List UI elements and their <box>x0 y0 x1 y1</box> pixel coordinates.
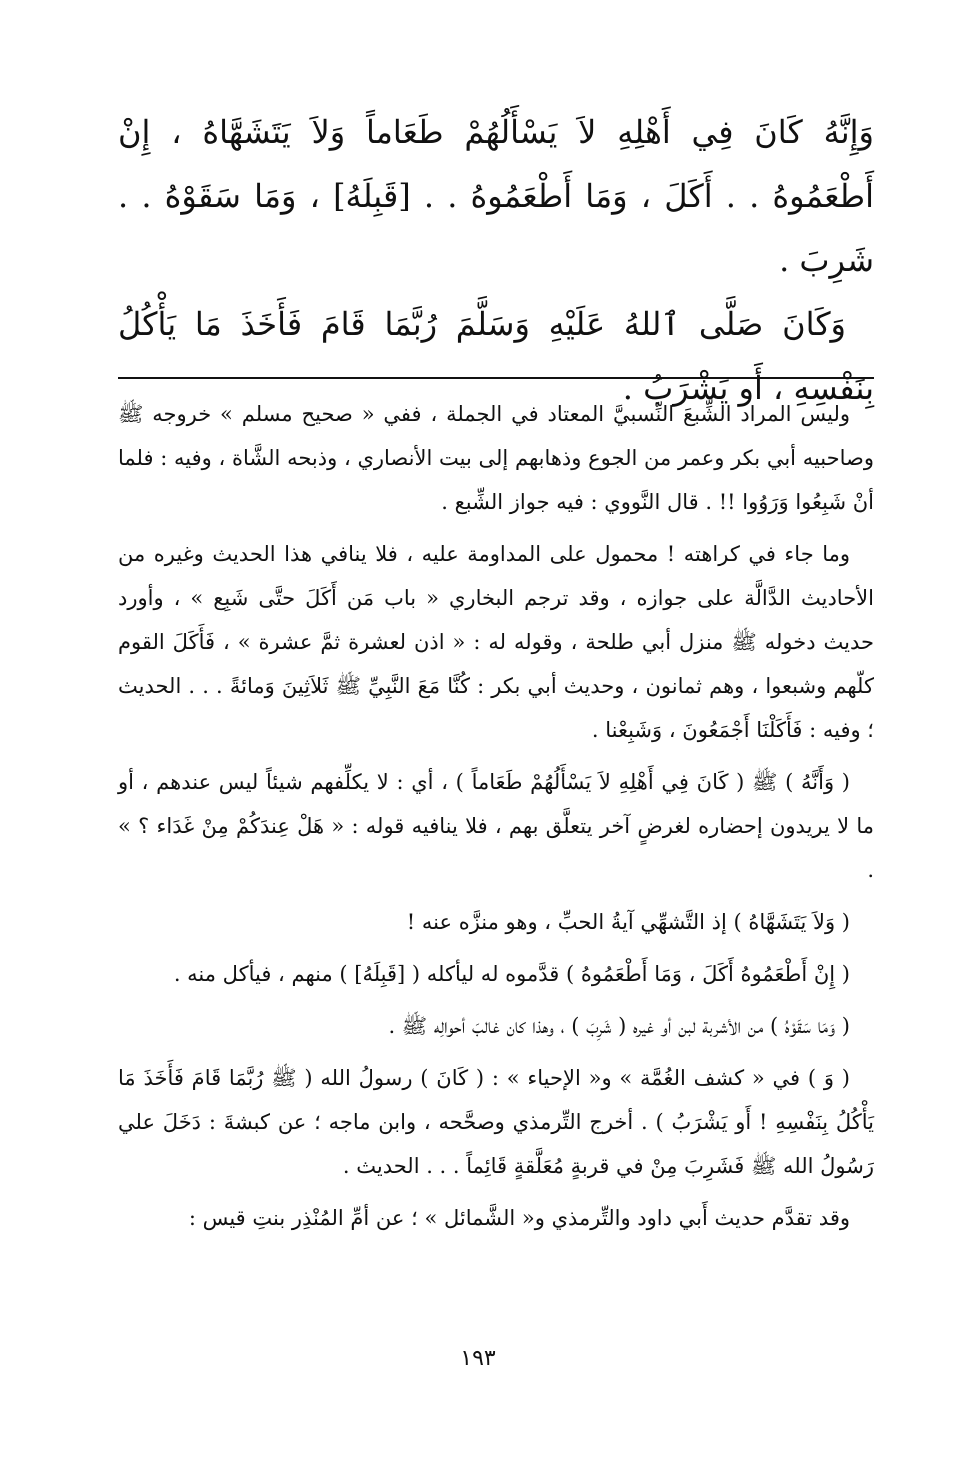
commentary-paragraph: ( وَأَنَّهُ ) ﷺ ( كَانَ فِي أَهْلِهِ لاَ يَسْأَلُهُمْ طَعَاماً ) ، أي : لا يكلِّفهم شيئاً ليس عندهم ، أو ما لا يريدون إحضاره لغرضٍ آخر يتعلَّق بهم ، فلا ينافيه قوله : « هَلْ عِندَكُمْ مِنْ غَدَاء ؟ » . <box>118 770 874 882</box>
commentary-paragraph: وليس المراد الشِّبعَ النِّسبيَّ المعتاد في الجملة ، ففي « صحيح مسلم » خروجه ﷺ وصاحبيه أبي بكر وعمر من الجوع وذهابهم إلى بيت الأنصاري ، وذبحه الشَّاة ، وفيه : فلما أنْ شَبِعُوا وَرَوُوا !! . قال النَّووي : فيه جواز الشِّبع . <box>118 402 874 514</box>
page-number: ١٩٣ <box>460 1346 496 1371</box>
commentary-paragraph: ( وَلاَ يَتَشَهَّاهُ ) إذ التَّشهِّي آيةُ الحبِّ ، وهو منزَّه عنه ! <box>406 910 850 934</box>
main-paragraph: وَكَانَ صَلَّى ٱللهُ عَلَيْهِ وَسَلَّمَ رُبَّمَا قَامَ فَأَخَذَ مَا يَأْكُلُ بِنَفْسِهِ ، أَو يَشْرَبُ . <box>118 305 874 407</box>
commentary-paragraph: ( إِنْ أَطْعَمُوهُ أَكَلَ ، وَمَا أَطْعَمُوهُ ) قدَّموه له ليأكله ( [قَبِلَهُ] ) منهم ، فيأكل منه . <box>173 962 850 986</box>
main-text-block <box>118 100 874 420</box>
commentary-paragraph: وما جاء في كراهته ! محمول على المداومة عليه ، فلا ينافي هذا الحديث وغيره من الأحاديث الدَّالَّة على جوازه ، وقد ترجم البخاري « باب مَن أَكَلَ حتَّى شَبِع » ، وأورد حديث دخوله ﷺ منزل أبي طلحة ، وقوله له : « اذن لعشرة ثمَّ عشرة » ، فَأَكَلَ القوم كلّهم وشبعوا ، وهم ثمانون ، وحديث أبي بكر : كُنَّا مَعَ النَّبِيِّ ﷺ ثَلاَثِينَ وَمائةً . . . الحديث ؛ وفيه : فَأَكَلْنَا أَجْمَعُونَ ، وَشَبِعْنا . <box>118 542 875 742</box>
main-paragraph: وَإِنَّهُ كَانَ فِي أَهْلِهِ لاَ يَسْأَلُهُمْ طَعَاماً وَلاَ يَتَشَهَّاهُ ، إِنْ أَطْعَمُوهُ . . أَكَلَ ، وَمَا أَطْعَمُوهُ . . [قَبِلَهُ] ، وَمَا سَقَوْهُ . . شَرِبَ . <box>118 113 874 279</box>
commentary-block <box>118 392 874 1248</box>
separator-rule <box>118 377 874 379</box>
commentary-paragraph: ( وَ ) في « كشف الغُمَّة » و« الإحياء » : ( كَانَ ) رسولُ الله ( ﷺ رُبَّمَا قَامَ فَأَخَذَ مَا يَأْكُلُ بِنَفْسِهِ ! أَو يَشْرَبُ ) . أخرج التِّرمذي وصحَّحه ، وابن ماجه ؛ عن كبشةَ : دَخَلَ علي رَسُولُ الله ﷺ فَشَرِبَ مِنْ في قربةٍ مُعَلَّقةٍ قَائِماً . . . الحديث . <box>118 1066 874 1178</box>
commentary-paragraph: وقد تقدَّم حديث أَبي داود والتِّرمذي و« الشَّمائل » ؛ عن أمِّ المُنْذِر بنتِ قيس : <box>188 1206 850 1230</box>
commentary-paragraph: ( وَمَا سَقَوْهُ ) من الأشربة لبن أو غيره ( شَرِبَ ) ، وهذا كان غالبَ أحوالِه ﷺ . <box>388 1014 850 1038</box>
